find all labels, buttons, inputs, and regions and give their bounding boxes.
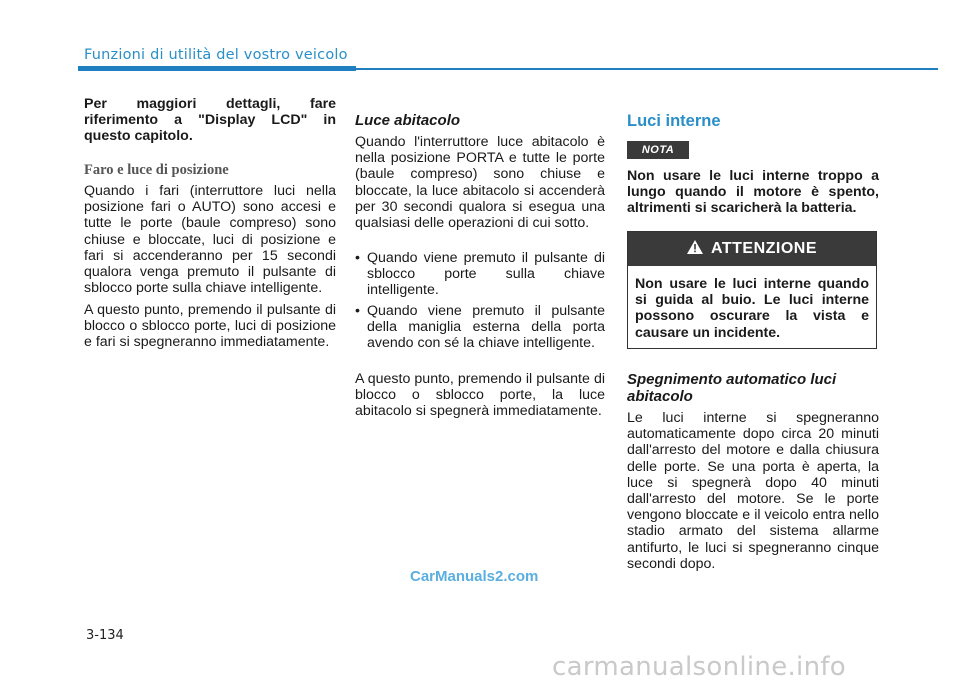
warning-text: Non usare le luci interne quando si guida al buio. Le luci interne possono oscurare la vista e causare un incidente. [635, 276, 869, 341]
warning-title: ATTENZIONE [710, 240, 818, 257]
warning-header [628, 232, 876, 266]
paragraph: Le luci interne si spegneranno automaticamente dopo circa 20 minuti dall'arresto del motore e dalla chiusura delle porte. Se una porta è aperta, la luce si spegnerà dopo 40 minuti dall'arresto del motore. Se le porte vengono bloccate e il veicolo entra nello stadio armato del sistema allarme antifurto, le luci si spegneranno cinque secondi dopo. [627, 410, 879, 572]
warning-triangle-icon [687, 240, 703, 259]
section-heading: Luce abitacolo [355, 112, 461, 129]
paragraph: Quando i fari (interruttore luci nella posizione fari o AUTO) sono accesi e tutte le porte (baule compreso) sono chiuse e bloccate, luci di posizione e fari si accenderanno per 15 secondi qualora venga premuto il pulsante di sblocco porte sulla chiave intelligente. [84, 183, 336, 297]
header-title: Funzioni di utilità del vostro veicolo [84, 47, 348, 63]
list-item: • Quando viene premuto il pulsante della maniglia esterna della porta avendo con sé la chiave intelligente. [355, 302, 605, 352]
section-heading: Faro e luce di posizione [84, 162, 229, 178]
subsection-heading: Spegnimento automatico luci abitacolo [627, 371, 837, 405]
nota-badge: NOTA [627, 141, 689, 159]
page-number: 3-134 [86, 628, 124, 643]
watermark: CarManuals2.com [410, 568, 539, 585]
paragraph: A questo punto, premendo il pulsante di blocco o sblocco porte, la luce abitacolo si spegnerà immediatamente. [355, 371, 605, 420]
header-bar [78, 66, 356, 71]
list-item: • Quando viene premuto il pulsante di sblocco porte sulla chiave intelligente. [355, 250, 605, 299]
section-heading: Luci interne [627, 112, 721, 130]
header-rule [356, 68, 938, 70]
intro-text: Per maggiori dettagli, fare riferimento a "Display LCD" in questo capitolo. [84, 96, 336, 145]
warning-box [627, 231, 877, 349]
paragraph: A questo punto, premendo il pulsante di blocco o sblocco porte, luci di posizione e fari si spegneranno immediatamente. [84, 302, 336, 351]
paragraph: Quando l'interruttore luce abitacolo è nella posizione PORTA e tutte le porte (baule compreso) sono chiuse e bloccate, la luce abitacolo si accenderà per 30 secondi qualora si esegua una qualsiasi delle operazioni di cui sotto. [355, 134, 605, 232]
footer-watermark: carmanualsonline.info [552, 652, 847, 682]
bullet-list [355, 250, 605, 351]
nota-text: Non usare le luci interne troppo a lungo quando il motore è spento, altrimenti si scaricherà la batteria. [627, 168, 879, 217]
